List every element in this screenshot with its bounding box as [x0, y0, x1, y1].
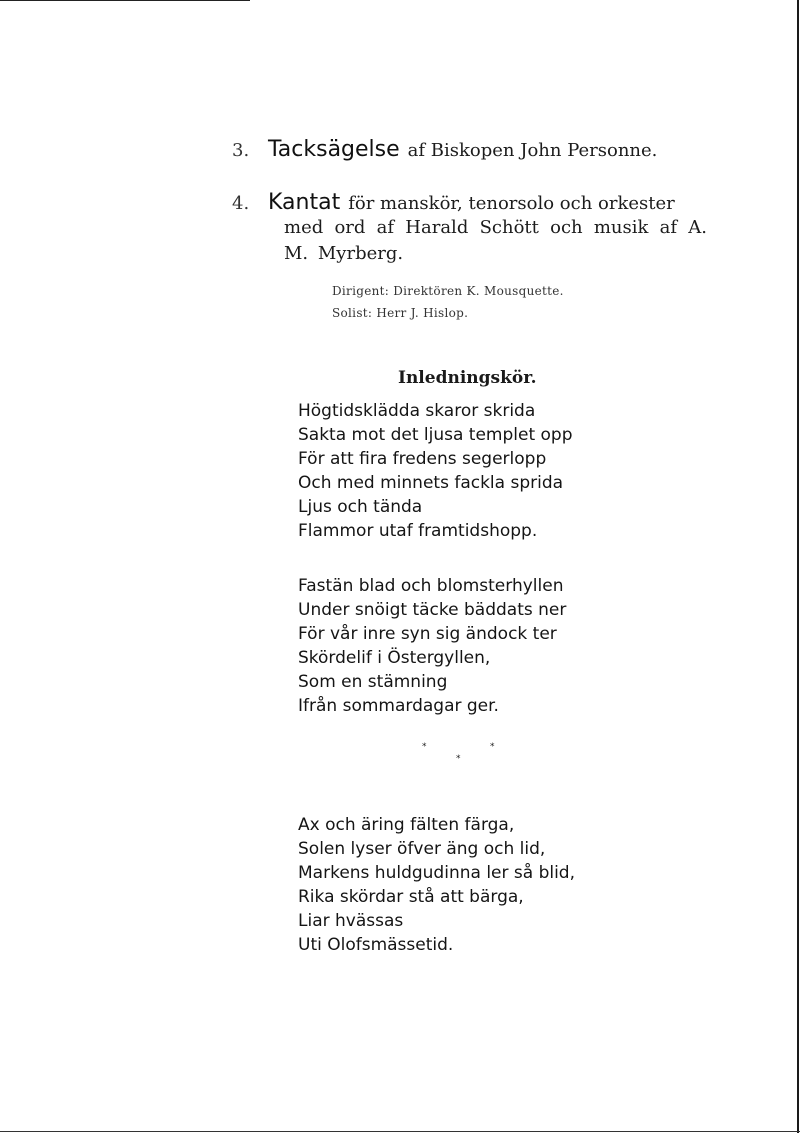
star-icon: * [490, 742, 495, 752]
verse-line: Flammor utaf framtidshopp. [298, 521, 538, 541]
program-item-4 [232, 190, 707, 267]
verse-line: Högtidsklädda skaror skrida [298, 401, 536, 421]
item-description-continued: med ord af Harald Schött och musik af A. M. Myrberg. [284, 217, 707, 264]
verse-line: Ax och äring fälten färga, [298, 815, 515, 835]
stanza-2 [298, 574, 566, 718]
star-icon: * [422, 742, 427, 752]
item-number: 3. [232, 140, 250, 161]
verse-line: Solen lyser öfver äng och lid, [298, 839, 546, 859]
verse-line: Fastän blad och blomsterhyllen [298, 576, 564, 596]
program-item-3 [232, 137, 657, 162]
verse-line: Rika skördar stå att bärga, [298, 887, 524, 907]
stanza-1 [298, 399, 573, 543]
verse-line: Uti Olofsmässetid. [298, 935, 454, 955]
item-title: Tacksägelse [268, 137, 400, 162]
item-number: 4. [232, 193, 250, 214]
item-description: för manskör, tenorsolo och orkester [348, 193, 675, 214]
verse-line: Ifrån sommardagar ger. [298, 696, 499, 716]
section-heading: Inledningskör. [398, 368, 537, 388]
verse-line: Liar hvässas [298, 911, 404, 931]
verse-line: Och med minnets fackla sprida [298, 473, 564, 493]
scan-edge-right [797, 0, 799, 1133]
stanza-3 [298, 813, 575, 957]
verse-line: Sakta mot det ljusa templet opp [298, 425, 573, 445]
verse-line: Skördelif i Östergyllen, [298, 648, 491, 668]
scan-edge-bottom [0, 1131, 800, 1132]
conductor-credit: Dirigent: Direktören K. Mousquette. [332, 284, 564, 298]
verse-line: Som en stämning [298, 672, 448, 692]
scan-edge-top [0, 0, 250, 1]
verse-line: Markens huldgudinna ler så blid, [298, 863, 576, 883]
verse-line: För att fira fredens segerlopp [298, 449, 547, 469]
item-description: af Biskopen John Personne. [407, 140, 658, 161]
soloist-credit: Solist: Herr J. Hislop. [332, 306, 469, 320]
performer-credits [332, 280, 564, 324]
asterism-divider [410, 740, 510, 770]
verse-line: För vår inre syn sig ändock ter [298, 624, 557, 644]
star-icon: * [456, 754, 461, 764]
item-title: Kantat [268, 190, 341, 215]
verse-line: Under snöigt täcke bäddats ner [298, 600, 567, 620]
verse-line: Ljus och tända [298, 497, 423, 517]
